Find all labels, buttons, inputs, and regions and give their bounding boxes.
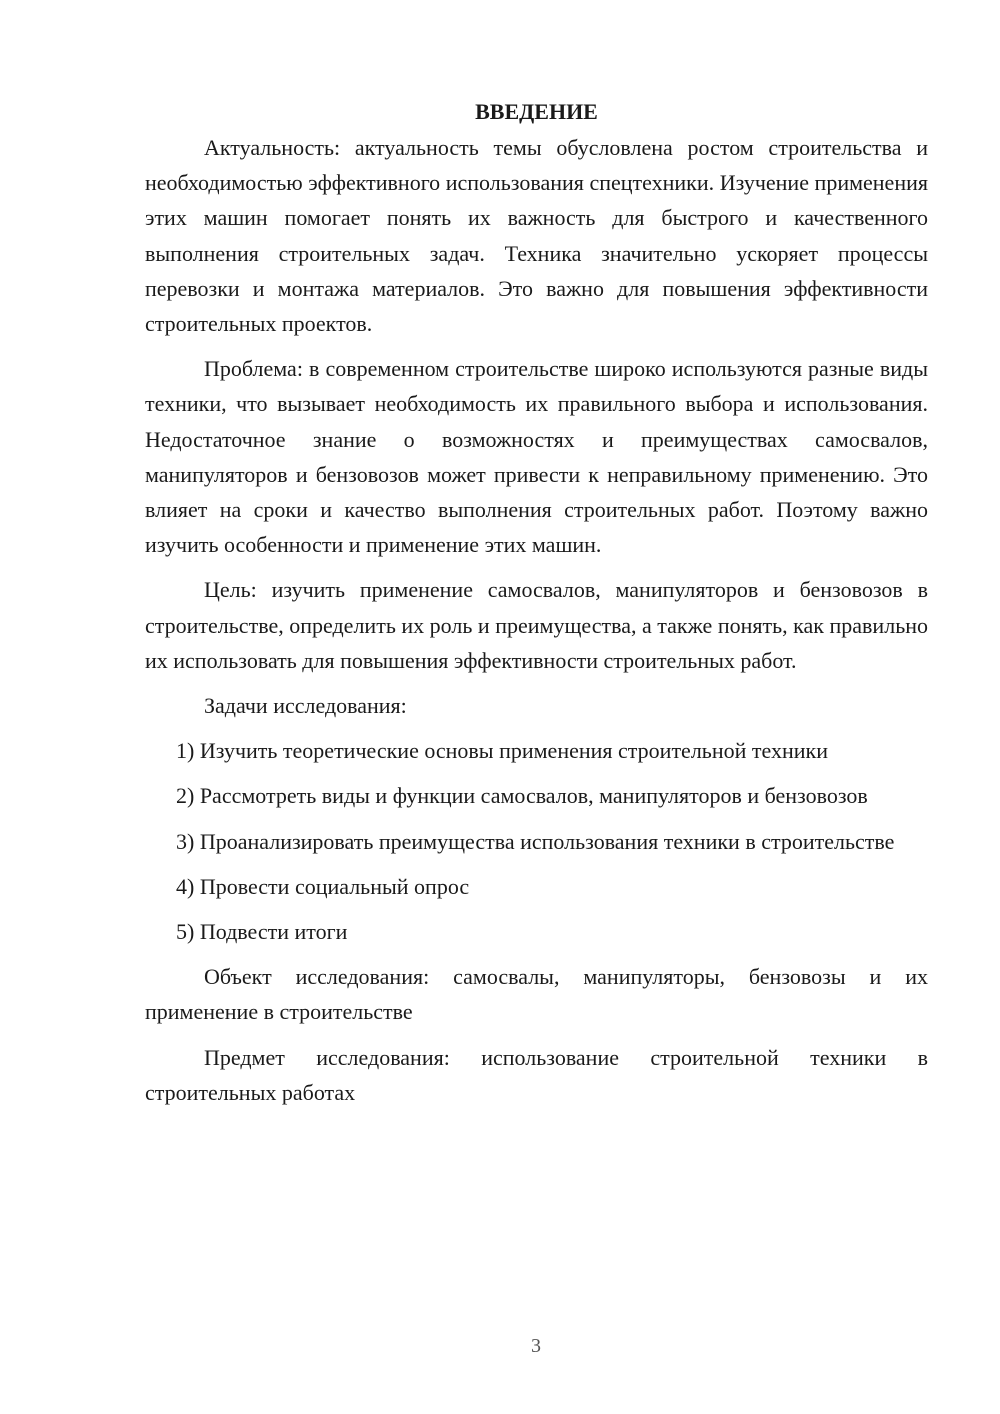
- paragraph-goal: Цель: изучить применение самосвалов, манипуляторов и бензовозов в строительстве, определить их роль и преимущества, а также понять, как правильно их использовать для повышения эффективности строительных работ.: [145, 577, 928, 673]
- page-title: ВВЕДЕНИЕ: [475, 99, 598, 124]
- paragraph-problem: Проблема: в современном строительстве широко используются разные виды техники, что вызывает необходимость их правильного выбора и использования. Недостаточное знание о возможностях и преимуществах самосвалов, манипуляторов и бензовозов может привести к неправильному применению. Это влияет на сроки и качество выполнения строительных работ. Поэтому важно изучить особенности и применение этих машин.: [145, 356, 928, 558]
- list-item: 2) Рассмотреть виды и функции самосвалов, манипуляторов и бензовозов: [176, 783, 868, 809]
- paragraph-relevance: Актуальность: актуальность темы обусловлена ростом строительства и необходимостью эффективного использования спецтехники. Изучение применения этих машин помогает понять их важность для быстрого и качественного выполнения строительных задач. Техника значительно ускоряет процессы перевозки и монтажа материалов. Это важно для повышения эффективности строительных проектов.: [145, 135, 928, 337]
- paragraph-object: Объект исследования: самосвалы, манипуляторы, бензовозы и их применение в строительстве: [145, 964, 928, 1025]
- document-page: [145, 94, 928, 1120]
- list-item: 5) Подвести итоги: [176, 919, 348, 945]
- list-item: 1) Изучить теоретические основы применения строительной техники: [176, 738, 828, 764]
- page-number: 3: [531, 1335, 541, 1357]
- list-item: 4) Провести социальный опрос: [176, 873, 470, 899]
- list-item: 3) Проанализировать преимущества использования техники в строительстве: [176, 828, 895, 854]
- paragraph-tasks-heading: Задачи исследования:: [204, 693, 407, 719]
- paragraph-subject: Предмет исследования: использование строительной техники в строительных работах: [145, 1044, 928, 1105]
